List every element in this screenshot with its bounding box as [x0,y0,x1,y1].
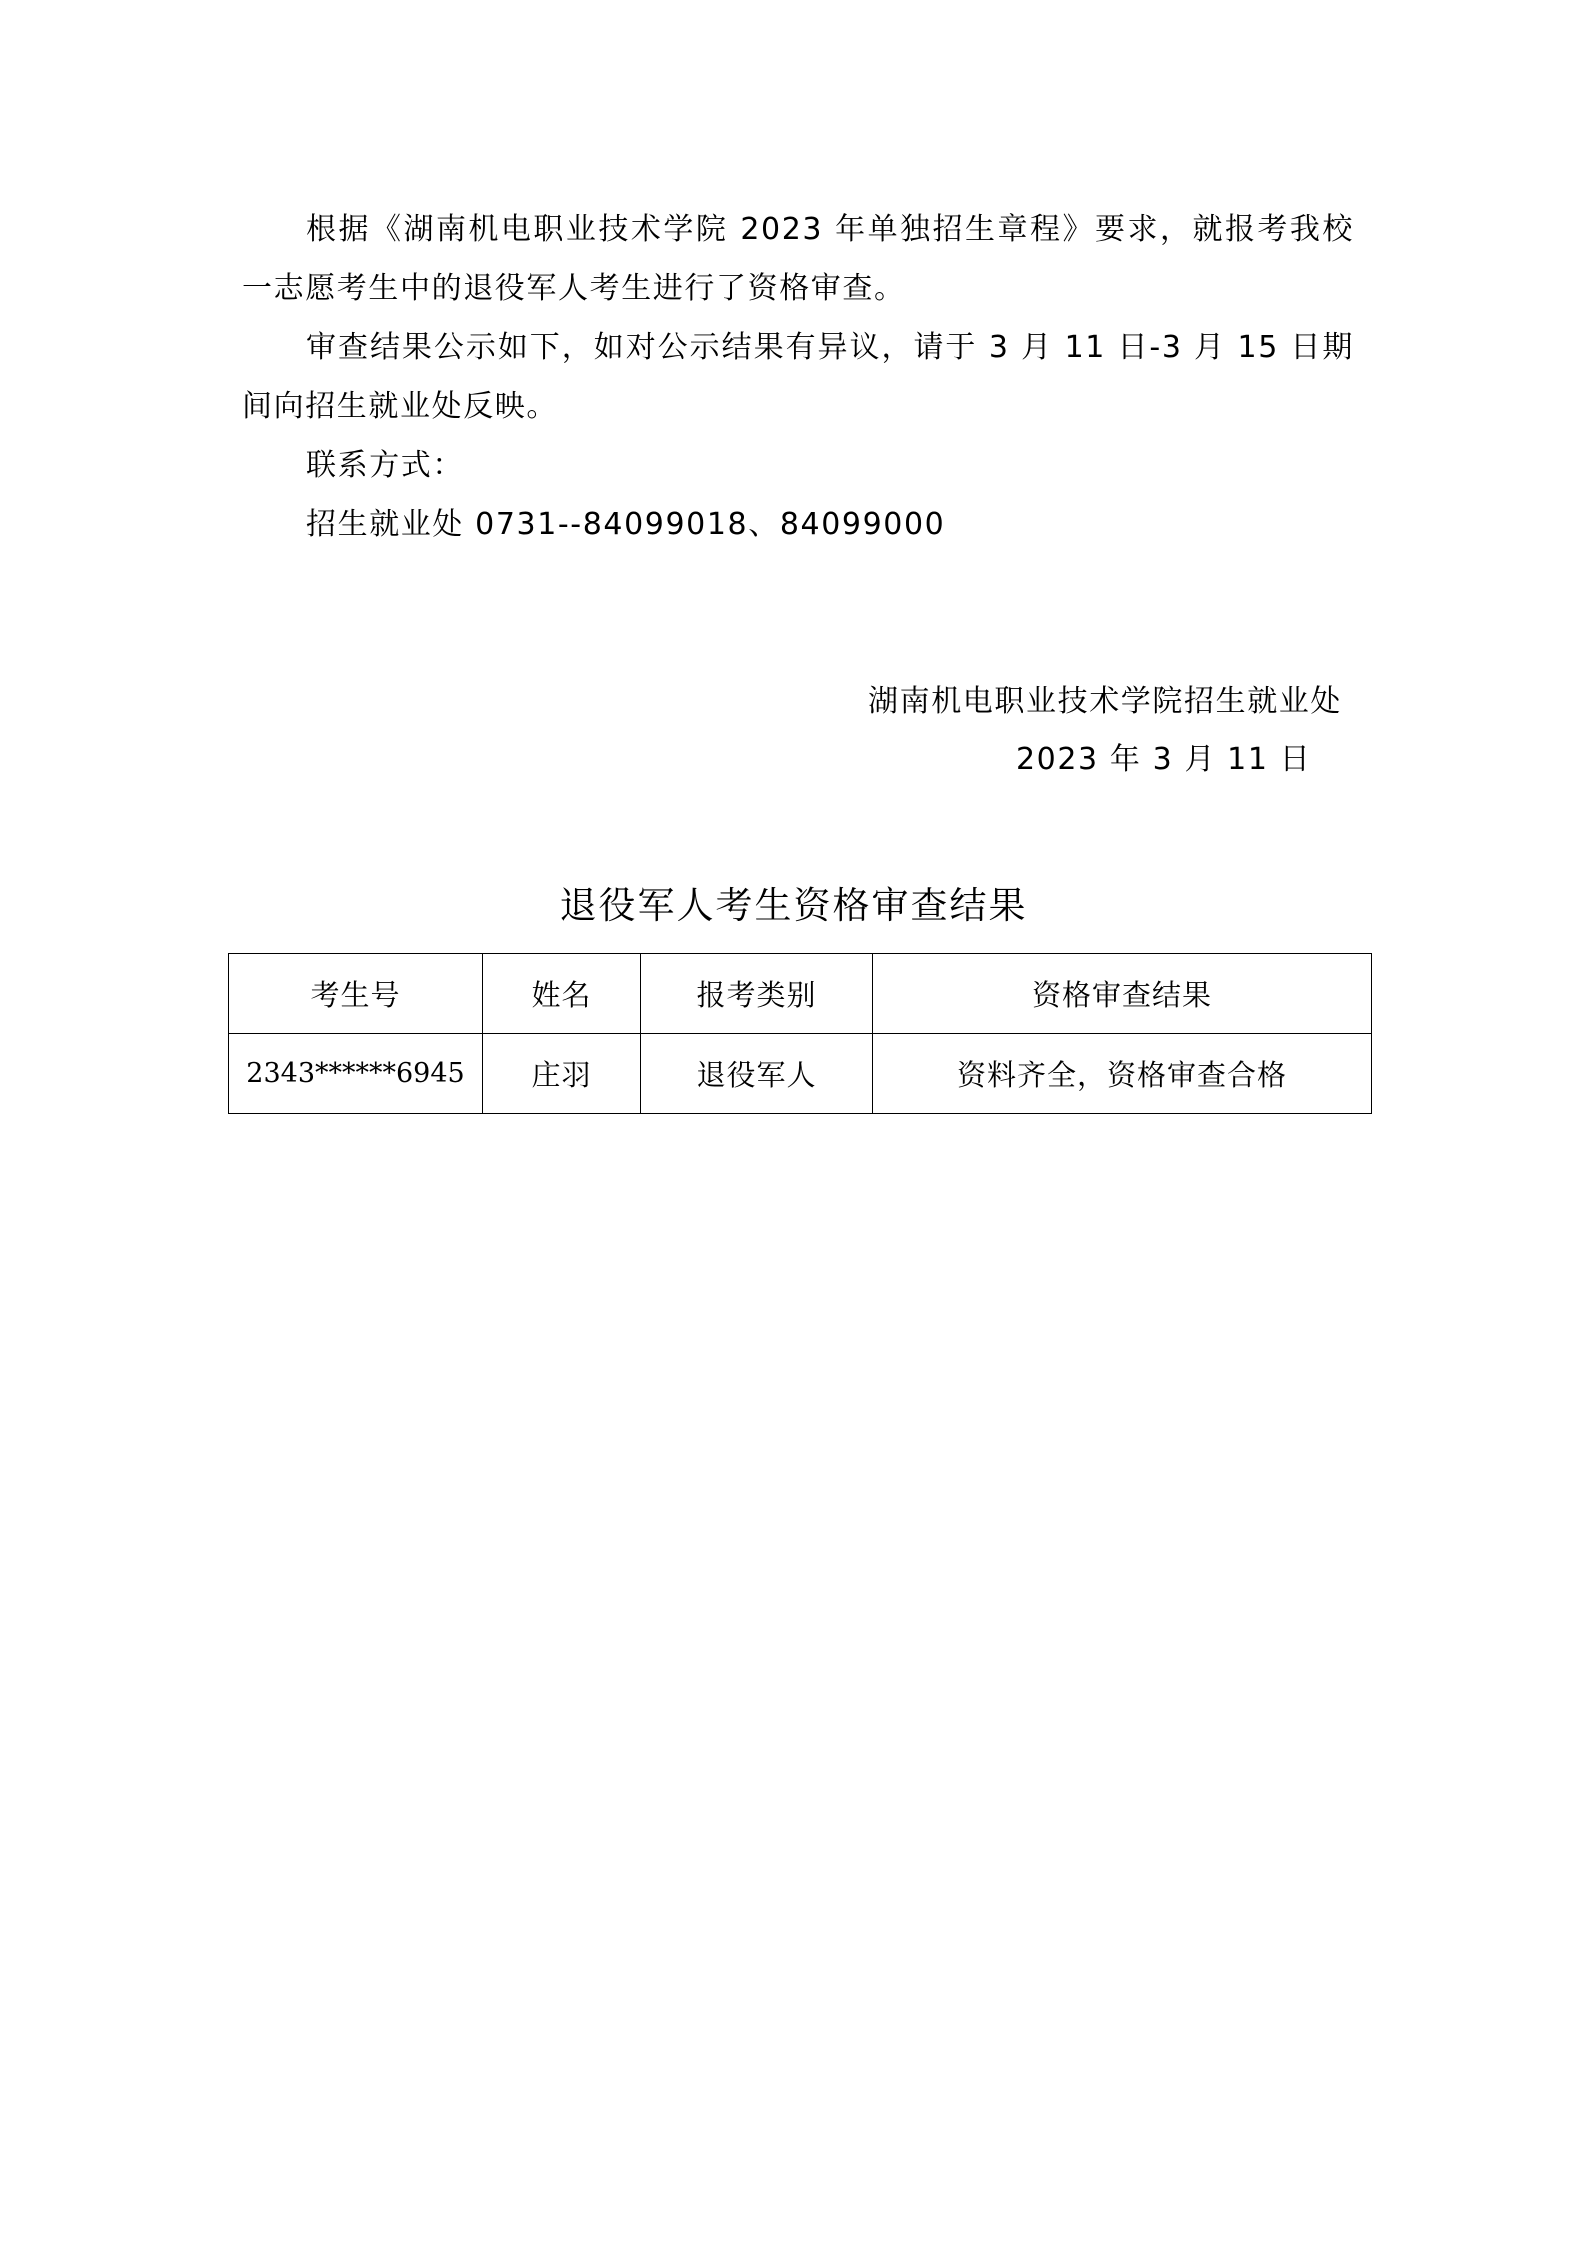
notice-paragraph-1: 根据《湖南机电职业技术学院 2023 年单独招生章程》要求，就报考我校一志愿考生中的退役军人考生进行了资格审查。 [242,212,1354,306]
contact-info: 招生就业处 0731--84099018、84099000 [306,507,946,542]
table-row [229,1034,1372,1114]
notice-paragraph-2: 审查结果公示如下，如对公示结果有异议，请于 3 月 11 日-3 月 15 日期间向招生就业处反映。 [242,330,1354,424]
header-name: 姓名 [483,954,641,1034]
cell-category: 退役军人 [641,1034,873,1114]
table-title: 退役军人考生资格审查结果 [559,884,1028,927]
cell-review-result: 资料齐全，资格审查合格 [873,1034,1372,1114]
signature-date: 2023 年 3 月 11 日 [1016,742,1312,777]
contact-label: 联系方式： [306,448,464,483]
cell-name: 庄羽 [483,1034,641,1114]
header-category: 报考类别 [641,954,873,1034]
table-header-row [229,954,1372,1034]
signature-organization: 湖南机电职业技术学院招生就业处 [868,684,1342,719]
results-table [228,953,1372,1114]
header-review-result: 资格审查结果 [873,954,1372,1034]
header-exam-number: 考生号 [229,954,483,1034]
cell-exam-number: 2343******6945 [229,1034,483,1114]
